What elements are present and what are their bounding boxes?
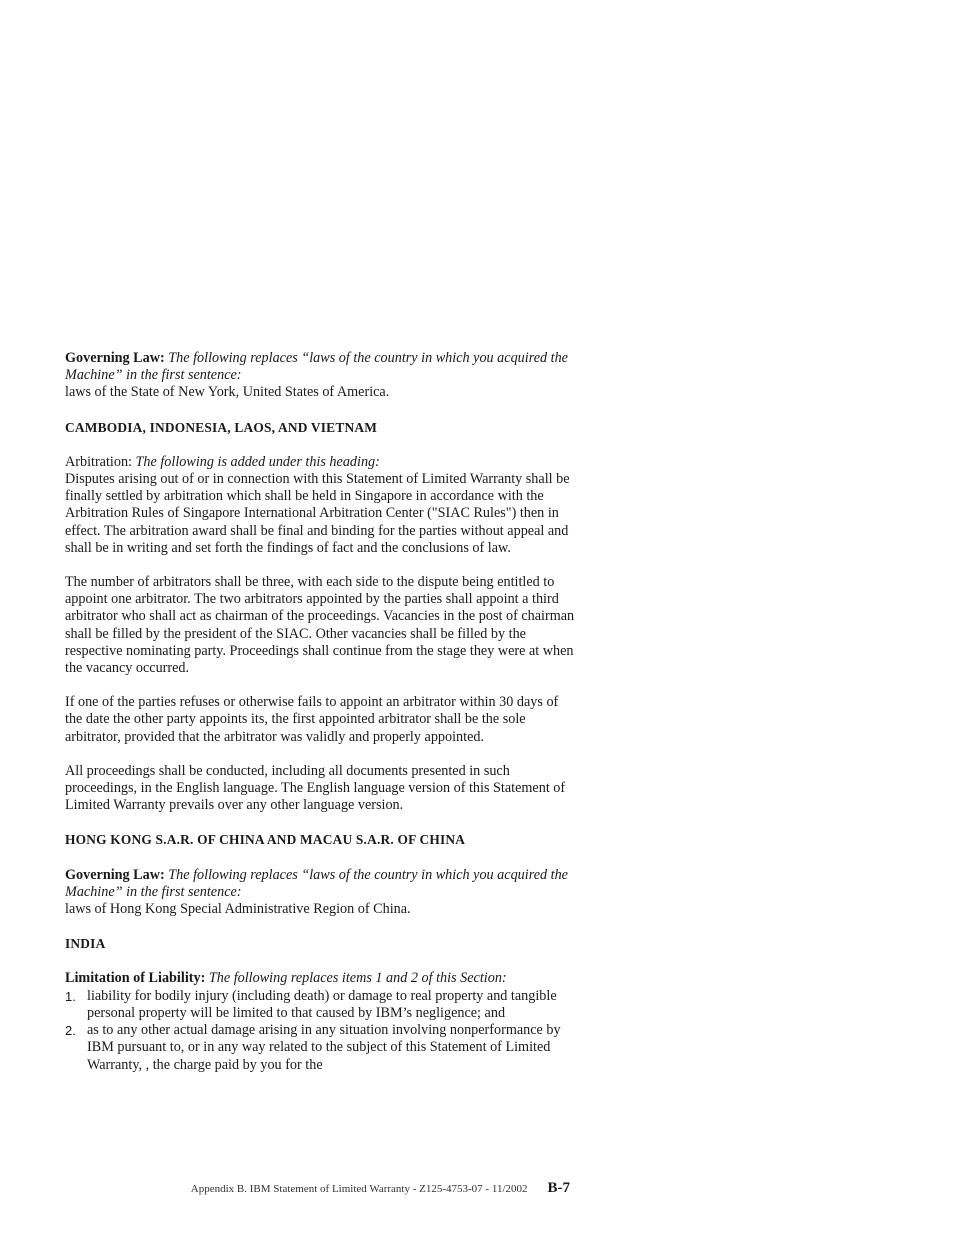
limitation-list [65,988,575,1074]
governing-law-label: Governing Law: [65,350,165,366]
governing-law-text: laws of the State of New York, United States of America. [65,384,390,401]
page-number: B-7 [547,1180,570,1196]
document-body [65,350,575,1074]
arbitration-paragraph-4: All proceedings shall be conducted, including all documents presented in such proceedings, in the English language. The English language version of this Statement of Limited Warranty prevails over any other language version. [65,762,566,814]
arbitration-text-1: Disputes arising out of or in connection with this Statement of Limited Warranty shall be finally settled by arbitration which shall be held in Singapore in accordance with the Arbitration Rules of Singapore International Arbitration Center ("SIAC Rules") then in effect. The arbitration award shall be final and binding for the parties without appeal and shall be in writing and set forth the findings of fact and the conclusions of law. [65,471,570,556]
footer-text: Appendix B. IBM Statement of Limited Warranty - Z125-4753-07 - 11/2002 [190,1183,528,1195]
hongkong-governing-law [65,867,575,919]
governing-law-section [65,350,575,402]
limitation-label: Limitation of Liability: [65,970,206,987]
cambodia-heading: CAMBODIA, INDONESIA, LAOS, AND VIETNAM [65,419,378,435]
hongkong-governing-law-text: laws of Hong Kong Special Administrative Region of China. [65,901,411,918]
hongkong-governing-law-label: Governing Law: [65,866,165,883]
arbitration-paragraph-1 [65,454,575,557]
list-item-number: 1. [65,988,76,1004]
hongkong-governing-law-instruction: The following replaces “laws of the country in which you acquired the Machine” in the first sentence: [65,866,568,900]
arbitration-paragraph-2: The number of arbitrators shall be three, with each side to the dispute being entitled to appoint one arbitrator. The two arbitrators appointed by the parties shall appoint a third arbitrator who shall act as chairman of the proceedings. Vacancies in the post of chairman shall be filled by the president of the SIAC. Other vacancies shall be filled by the respective nominating party. Proceedings shall continue from the stage they were at when the vacancy occurred. [65,574,575,677]
arbitration-label: Arbitration: [65,453,132,470]
arbitration-paragraph-3: If one of the parties refuses or otherwise fails to appoint an arbitrator within 30 days of the date the other party appoints its, the first appointed arbitrator shall be the sole arbitrator, provided that the arbitrator was validly and properly appointed. [65,694,559,745]
hongkong-heading: HONG KONG S.A.R. OF CHINA AND MACAU S.A.R. OF CHINA [65,832,466,848]
list-item-text: liability for bodily injury (including death) or damage to real property and tangible personal property will be limited to that caused by IBM’s negligence; and [87,987,557,1021]
limitation-instruction: The following replaces items 1 and 2 of this Section: [208,970,507,987]
india-heading: INDIA [65,936,106,952]
arbitration-instruction: The following is added under this heading: [135,453,380,470]
india-limitation-section [65,970,575,1073]
list-item [65,988,575,1022]
list-item-text: as to any other actual damage arising in any situation involving nonperformance by IBM pursuant to, or in any way related to the subject of this Statement of Limited Warranty, , the charge paid by you for the [87,1022,561,1073]
page-footer [0,1179,570,1197]
governing-law-instruction: The following replaces “laws of the country in which you acquired the Machine” in the first sentence: [65,350,568,384]
list-item [65,1022,575,1074]
list-item-number: 2. [65,1023,76,1039]
